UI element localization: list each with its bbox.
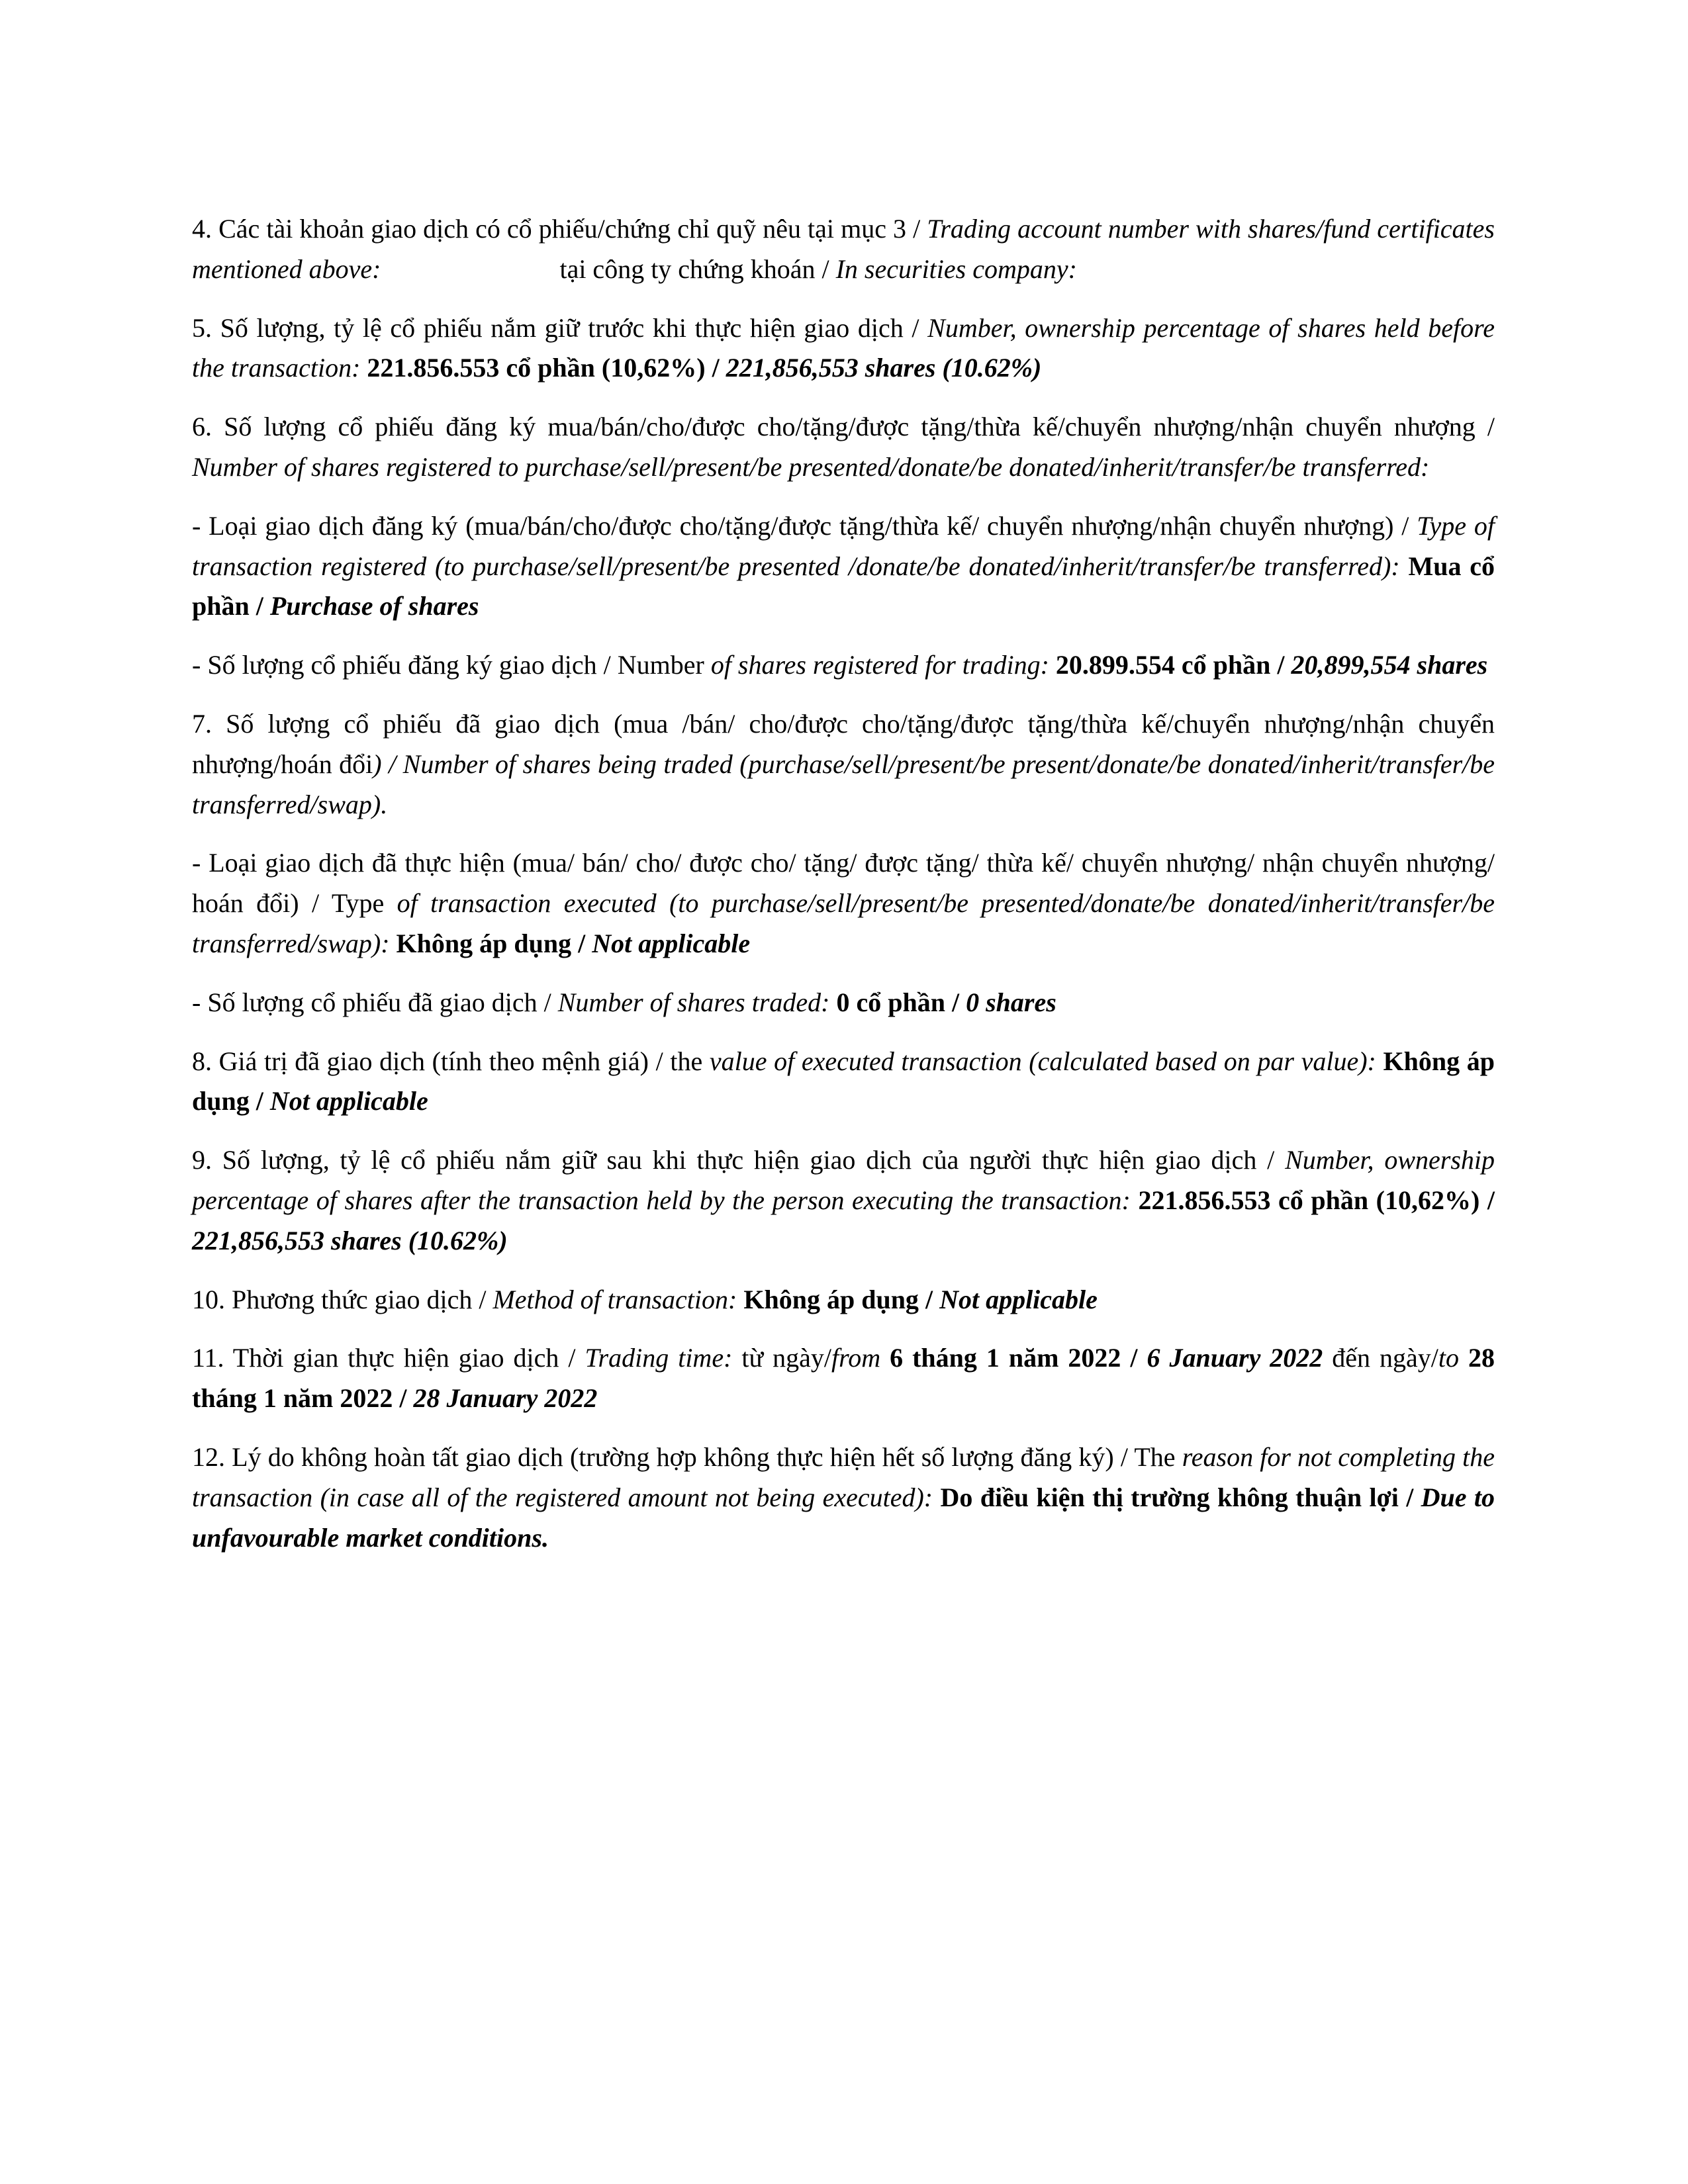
item6b-en-label-italic: of shares registered for trading:: [704, 650, 1056, 680]
item6-en-label: Number of shares registered to purchase/sell/present/be presented/donate/be donated/inherit/transfer/be transferred:: [192, 451, 1430, 482]
item7b-en-value: 0 shares: [966, 987, 1056, 1017]
item6a-en-value: Purchase of shares: [269, 591, 479, 621]
paragraph-item-11: [192, 1338, 1495, 1419]
item8-vi-label: 8. Giá trị đã giao dịch (tính theo mệnh giá) / the: [192, 1046, 710, 1076]
paragraph-item-7a-type: [192, 843, 1495, 964]
item11-vi-from-label: từ ngày/: [741, 1343, 832, 1373]
item5-en-value: 221,856,553 shares (10.62%): [726, 353, 1042, 383]
item11-vi-to-value: 28 tháng 1 năm 2022: [192, 1343, 1495, 1414]
item12-vi-label: 12. Lý do không hoàn tất giao dịch (trường hợp không thực hiện hết số lượng đăng ký) / The: [192, 1441, 1182, 1472]
item6b-en-value: 20,899,554 shares: [1291, 650, 1488, 680]
item10-vi-value: Không áp dụng: [743, 1284, 919, 1314]
item6a-separator: /: [249, 591, 270, 621]
item10-en-value: Not applicable: [939, 1284, 1098, 1314]
item10-vi-label: 10. Phương thức giao dịch /: [192, 1284, 493, 1314]
item11-en-to-value: 28 January 2022: [413, 1383, 598, 1414]
item8-en-label: value of executed transaction (calculated based on par value):: [709, 1046, 1383, 1076]
paragraph-item-10: [192, 1280, 1495, 1320]
item6a-vi-value: Mua cổ phần: [192, 551, 1495, 621]
item6b-vi-label: - Số lượng cổ phiếu đăng ký giao dịch /: [192, 650, 618, 680]
paragraph-item-6: [192, 407, 1495, 488]
item11-en-label: Trading time:: [585, 1343, 742, 1373]
item6b-en-label-upright: Number: [617, 650, 704, 680]
paragraph-item-6a-type: [192, 506, 1495, 627]
item7-en-label: Number of shares being traded (purchase/sell/present/be present/donate/be donated/inherit/transfer/be transferred/swap).: [192, 749, 1495, 819]
paragraph-item-7: [192, 704, 1495, 825]
item11-vi-label: 11. Thời gian thực hiện giao dịch /: [192, 1343, 585, 1373]
item4-vi-label: 4. Các tài khoản giao dịch có cổ phiếu/chứng chỉ quỹ nêu tại mục 3 /: [192, 214, 927, 244]
item7b-en-label: Number of shares traded:: [557, 987, 837, 1017]
item4-en-label2: In securities company:: [835, 253, 1077, 284]
item9-en-value: 221,856,553 shares (10.62%): [192, 1225, 508, 1255]
item7a-en-label-italic: of transaction executed (to purchase/sell/present/be presented/donate/be donated/inherit/transfer/be transferred/swap):: [192, 888, 1495, 958]
item6b-separator: /: [1270, 650, 1291, 680]
item5-vi-value: 221.856.553 cổ phần (10,62%): [367, 353, 706, 383]
item8-en-value: Not applicable: [269, 1086, 428, 1116]
item11-separator-1: /: [1121, 1343, 1147, 1373]
item8-vi-value: Không áp dụng: [192, 1046, 1495, 1116]
paragraph-item-9: [192, 1140, 1495, 1261]
item4-en-label: Trading account number with shares/fund certificates mentioned above:: [192, 214, 1495, 284]
item11-vi-from-value: 6 tháng 1 năm 2022: [890, 1343, 1121, 1373]
item12-vi-value: Do điều kiện thị trường không thuận lợi: [940, 1482, 1399, 1512]
item11-en-from-value: 6 January 2022: [1147, 1343, 1323, 1373]
item6-vi-label: 6. Số lượng cổ phiếu đăng ký mua/bán/cho/được cho/tặng/được tặng/thừa kế/chuyển nhượng/nhận chuyển nhượng /: [192, 412, 1495, 442]
item12-en-value: Due to unfavourable market conditions.: [192, 1482, 1495, 1553]
paragraph-item-8: [192, 1042, 1495, 1122]
item6a-en-label: Type of transaction registered (to purchase/sell/present/be presented /donate/be donated/inherit/transfer/be transferred):: [192, 510, 1495, 581]
paragraph-item-4: [192, 209, 1495, 290]
item11-separator-2: /: [393, 1383, 414, 1414]
item9-separator: /: [1479, 1185, 1495, 1215]
item11-vi-to-label: đến ngày/: [1323, 1343, 1438, 1373]
item10-en-label: Method of transaction:: [492, 1284, 744, 1314]
item9-vi-value: 221.856.553 cổ phần (10,62%): [1138, 1185, 1480, 1215]
item7a-vi-value: Không áp dụng: [396, 928, 572, 958]
item7b-separator: /: [945, 987, 966, 1017]
item5-vi-label: 5. Số lượng, tỷ lệ cổ phiếu nắm giữ trước khi thực hiện giao dịch /: [192, 312, 928, 343]
item5-en-label: Number, ownership percentage of shares held before the transaction:: [192, 312, 1495, 383]
item5-separator: /: [705, 353, 726, 383]
item4-vi-label2: tại công ty chứng khoán /: [559, 253, 836, 284]
item11-en-from-label: from: [831, 1343, 890, 1373]
paragraph-item-5: [192, 308, 1495, 389]
item12-separator: /: [1398, 1482, 1421, 1512]
item9-vi-label: 9. Số lượng, tỷ lệ cổ phiếu nắm giữ sau khi thực hiện giao dịch của người thực hiện giao dịch /: [192, 1145, 1286, 1175]
paragraph-item-7b-quantity: [192, 983, 1495, 1023]
item7a-en-value: Not applicable: [592, 928, 751, 958]
item10-separator: /: [918, 1284, 940, 1314]
item7a-vi-label: - Loại giao dịch đã thực hiện (mua/ bán/ cho/ được cho/ tặng/ được tặng/ thừa kế/ chuyển nhượng/ nhận chuyển nhượng/ hoán đổi) /: [192, 848, 1495, 919]
paragraph-item-12: [192, 1437, 1495, 1558]
item6b-vi-value: 20.899.554 cổ phần: [1055, 650, 1271, 680]
item7a-en-label-upright: Type: [331, 888, 385, 919]
item7-vi-label: 7. Số lượng cổ phiếu đã giao dịch (mua /bán/ cho/được cho/tặng/được tặng/thừa kế/chuyển nhượng/nhận chuyển nhượng/hoán đổi: [192, 708, 1495, 779]
item11-en-to-label: to: [1438, 1343, 1469, 1373]
paragraph-item-6b-quantity: [192, 645, 1495, 686]
item7b-vi-label: - Số lượng cổ phiếu đã giao dịch /: [192, 987, 558, 1017]
item9-en-label: Number, ownership percentage of shares after the transaction held by the person executing the transaction:: [192, 1145, 1495, 1215]
item12-en-label: reason for not completing the transaction (in case all of the registered amount not being executed):: [192, 1441, 1495, 1512]
item7b-vi-value: 0 cổ phần: [836, 987, 945, 1017]
document-body: [192, 209, 1495, 1558]
item7a-separator: /: [571, 928, 592, 958]
item6a-vi-label: - Loại giao dịch đăng ký (mua/bán/cho/được cho/tặng/được tặng/thừa kế/ chuyển nhượng/nhận chuyển nhượng) /: [192, 510, 1417, 541]
item7-vi-label-tail: ) /: [373, 749, 403, 779]
item8-separator: /: [249, 1086, 270, 1116]
